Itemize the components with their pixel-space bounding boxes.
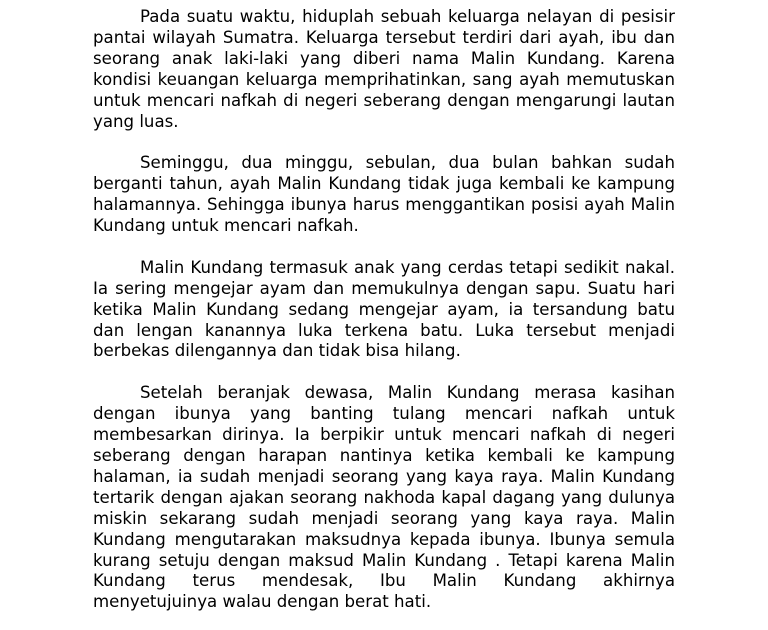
paragraph-2: Seminggu, dua minggu, sebulan, dua bulan bahkan sudah berganti tahun, ayah Malin Kundang tidak juga kembali ke kampung halamannya. Sehingga ibunya harus menggantikan posisi ayah Malin Kundang untuk mencari nafkah. xyxy=(93,153,675,236)
document-body xyxy=(93,7,675,613)
paragraph-1: Pada suatu waktu, hiduplah sebuah keluarga nelayan di pesisir pantai wilayah Sumatra. Keluarga tersebut terdiri dari ayah, ibu dan seorang anak laki-laki yang diberi nama Malin Kundang. Karena kondisi keuangan keluarga memprihatinkan, sang ayah memutuskan untuk mencari nafkah di negeri seberang dengan mengarungi lautan yang luas. xyxy=(93,7,675,131)
paragraph-4: Setelah beranjak dewasa, Malin Kundang merasa kasihan dengan ibunya yang banting tulang mencari nafkah untuk membesarkan dirinya. Ia berpikir untuk mencari nafkah di negeri seberang dengan harapan nantinya ketika kembali ke kampung halaman, ia sudah menjadi seorang yang kaya raya. Malin Kundang tertarik dengan ajakan seorang nakhoda kapal dagang yang dulunya miskin sekarang sudah menjadi seorang yang kaya raya. Malin Kundang mengutarakan maksudnya kepada ibunya. Ibunya semula kurang setuju dengan maksud Malin Kundang . Tetapi karena Malin Kundang terus mendesak, Ibu Malin Kundang akhirnya menyetujuinya walau dengan berat hati. xyxy=(93,383,675,612)
paragraph-3: Malin Kundang termasuk anak yang cerdas tetapi sedikit nakal. Ia sering mengejar ayam dan memukulnya dengan sapu. Suatu hari ketika Malin Kundang sedang mengejar ayam, ia tersandung batu dan lengan kanannya luka terkena batu. Luka tersebut menjadi berbekas dilengannya dan tidak bisa hilang. xyxy=(93,257,675,361)
